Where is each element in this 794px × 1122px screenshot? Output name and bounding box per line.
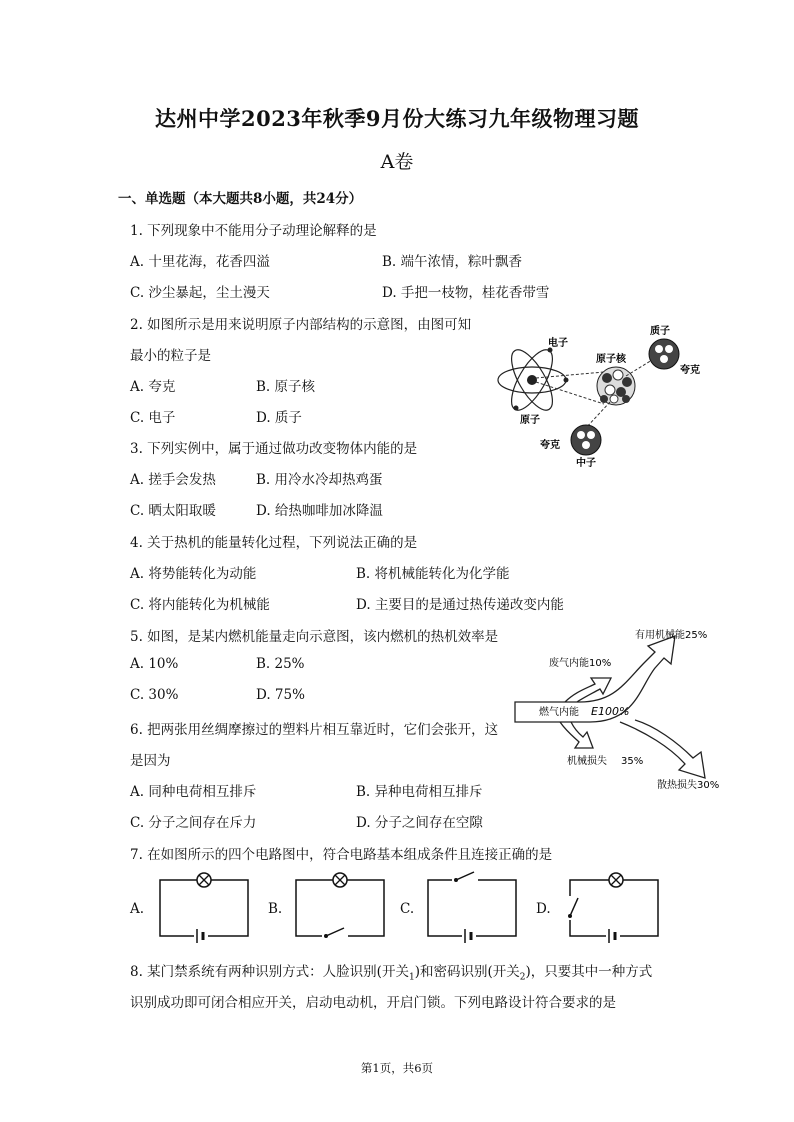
atom-illustration [498,344,569,416]
label-mechanical-loss-value: 35% [621,756,644,767]
circuit-a [150,868,256,944]
q8-text-part3: )，只要其中一种方式 [525,964,653,980]
q7-stem: 7. 在如图所示的四个电路图中，符合电路基本组成条件且连接正确的是 [130,847,553,863]
circuit-c [418,868,524,944]
label-quark-2: 夸克 [540,440,560,451]
proton-illustration [649,339,679,369]
q1-option-b: B. 端午浓情，粽叶飘香 [382,254,523,270]
q5-option-d: D. 75% [256,687,305,703]
nucleus-illustration [597,367,635,405]
q4-stem: 4. 关于热机的能量转化过程，下列说法正确的是 [130,535,418,551]
label-fuel-energy: 燃气内能 [539,707,579,718]
label-neutron: 中子 [576,458,596,468]
q3-option-a: A. 搓手会发热 [130,472,216,488]
q7-option-d-label: D. [536,901,551,917]
section-heading: 一、单选题（本大题共8小题，共24分） [118,191,363,207]
q6-option-c: C. 分子之间存在斥力 [130,815,257,831]
q1-option-a: A. 十里花海，花香四溢 [130,254,270,270]
q4-option-d: D. 主要目的是通过热传递改变内能 [356,597,564,613]
label-electron: 电子 [548,338,568,349]
label-quark-1: 夸克 [680,365,700,376]
q6-stem-line2: 是因为 [130,753,171,769]
volume-label: A卷 [380,151,414,173]
q3-option-d: D. 给热咖啡加冰降温 [256,503,383,519]
label-exhaust-energy: 废气内能10% [549,658,612,669]
q8-text-part1: 8. 某门禁系统有两种识别方式：人脸识别(开关 [130,964,409,980]
page-footer: 第1页，共6页 [360,1061,434,1075]
q2-option-b: B. 原子核 [256,379,316,395]
q7-option-c-label: C. [400,901,415,917]
label-useful-energy: 有用机械能25% [635,630,708,641]
q2-option-d: D. 质子 [256,410,302,426]
circuit-b [286,868,392,944]
q1-option-c: C. 沙尘暴起，尘土漫天 [130,285,270,301]
q6-stem-line1: 6. 把两张用丝绸摩擦过的塑料片相互靠近时，它们会张开，这 [130,722,499,738]
q4-option-a: A. 将势能转化为动能 [130,566,257,582]
label-proton: 质子 [650,326,670,337]
q4-option-c: C. 将内能转化为机械能 [130,597,270,613]
label-nucleus: 原子核 [596,354,626,365]
q8-stem-line1 [130,960,652,983]
energy-flow-figure [505,622,740,800]
q5-stem: 5. 如图，是某内燃机能量走向示意图，该内燃机的热机效率是 [130,629,499,645]
q5-option-a: A. 10% [130,656,179,672]
label-atom: 原子 [520,415,540,426]
q6-option-a: A. 同种电荷相互排斥 [130,784,257,800]
q7-option-b-label: B. [268,901,283,917]
q2-option-c: C. 电子 [130,410,176,426]
q2-stem-line2: 最小的粒子是 [130,348,211,364]
q2-option-a: A. 夸克 [130,379,176,395]
q1-option-d: D. 手把一枝物，桂花香带雪 [382,285,550,301]
q4-option-b: B. 将机械能转化为化学能 [356,566,510,582]
page-title: 达州中学2023年秋季9月份大练习九年级物理习题 [154,106,640,131]
q5-option-b: B. 25% [256,656,305,672]
neutron-illustration [571,425,601,455]
q1-stem: 1. 下列现象中不能用分子动理论解释的是 [130,223,377,239]
atom-structure-figure [492,320,722,468]
q6-option-d: D. 分子之间存在空隙 [356,815,483,831]
q8-text-part2: )和密码识别(开关 [414,964,520,980]
q8-stem-line2: 识别成功即可闭合相应开关，启动电动机，开启门锁。下列电路设计符合要求的是 [130,995,616,1011]
circuit-d [556,868,670,944]
label-mechanical-loss: 机械损失 [567,756,607,767]
q3-stem: 3. 下列实例中，属于通过做功改变物体内能的是 [130,441,418,457]
label-total-energy: E100% [591,705,630,718]
q8-subscript-1: 1 [408,972,415,983]
q7-option-a-label: A. [130,901,145,917]
q6-option-b: B. 异种电荷相互排斥 [356,784,483,800]
q5-option-c: C. 30% [130,687,179,703]
q3-option-b: B. 用冷水冷却热鸡蛋 [256,472,383,488]
label-heat-loss: 散热损失30% [657,780,720,791]
q8-subscript-2: 2 [519,972,526,983]
q2-stem-line1: 2. 如图所示是用来说明原子内部结构的示意图，由图可知 [130,317,472,333]
q3-option-c: C. 晒太阳取暖 [130,503,216,519]
